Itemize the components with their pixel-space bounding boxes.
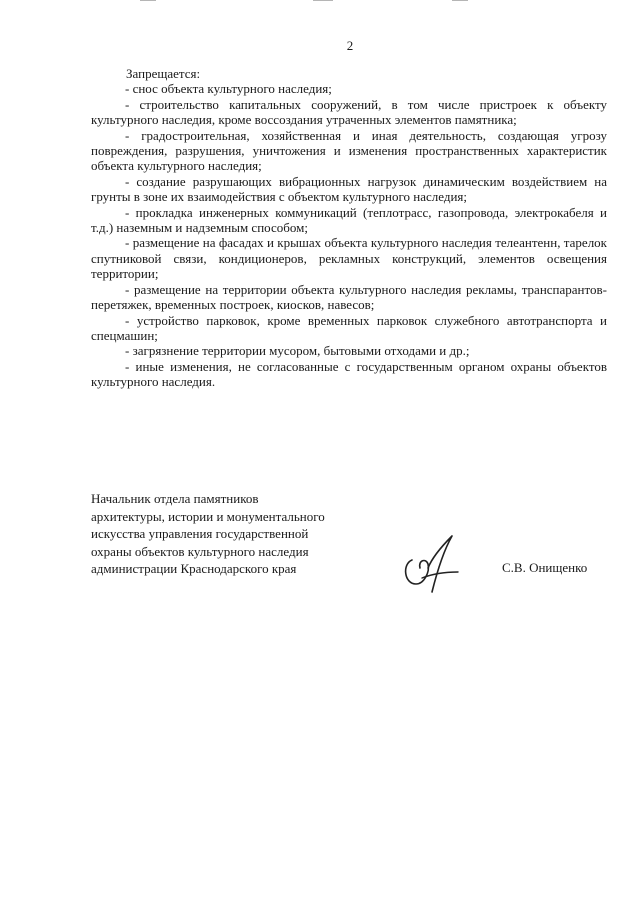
prohibition-item: - устройство парковок, кроме временных парковок служебного автотранспорта и спецмашин; (91, 312, 607, 343)
prohibition-item: - строительство капитальных сооружений, в том числе пристроек к объекту культурного наследия, кроме воссоздания утраченных элементов памятника; (91, 96, 607, 128)
scan-edge-line (313, 0, 333, 1)
position-line: искусства управления государственной (91, 526, 309, 541)
handwritten-signature (398, 518, 464, 598)
prohibitions-heading: Запрещается: (126, 66, 201, 81)
signatory-position (91, 490, 391, 578)
prohibition-item: - загрязнение территории мусором, бытовыми отходами и др.; (125, 343, 470, 359)
prohibition-item: - размещение на фасадах и крышах объекта культурного наследия телеантенн, тарелок спутниковой связи, кондиционеров, рекламных конструкций, элементов освещения территории; (91, 235, 607, 282)
position-line: архитектуры, истории и монументального (91, 508, 325, 524)
signer-name: С.В. Онищенко (502, 560, 588, 575)
page-number: 2 (346, 38, 354, 53)
prohibition-item: - создание разрушающих вибрационных нагрузок динамическим воздействием на грунты в зоне их взаимодействия с объектом культурного наследия; (91, 173, 607, 205)
scan-edge-line (452, 0, 468, 1)
scan-edge-line (140, 0, 156, 1)
position-line: администрации Краснодарского края (91, 561, 297, 576)
position-line: охраны объектов культурного наследия (91, 543, 309, 559)
prohibition-item: - размещение на территории объекта культурного наследия рекламы, транспарантов-перетяжек, временных построек, киосков, навесов; (91, 281, 607, 313)
prohibition-item: - прокладка инженерных коммуникаций (теплотрасс, газопровода, электрокабеля и т.д.) наземным и надземным способом; (91, 204, 607, 236)
document-body (91, 66, 607, 390)
position-line: Начальник отдела памятников (91, 491, 259, 506)
prohibition-item: - снос объекта культурного наследия; (125, 81, 332, 97)
prohibition-item: - иные изменения, не согласованные с государственным органом охраны объектов культурного наследия. (91, 358, 607, 390)
prohibition-item: - градостроительная, хозяйственная и иная деятельность, создающая угрозу повреждения, разрушения, уничтожения и изменения пространственных характеристик объекта культурного наследия; (91, 127, 607, 174)
